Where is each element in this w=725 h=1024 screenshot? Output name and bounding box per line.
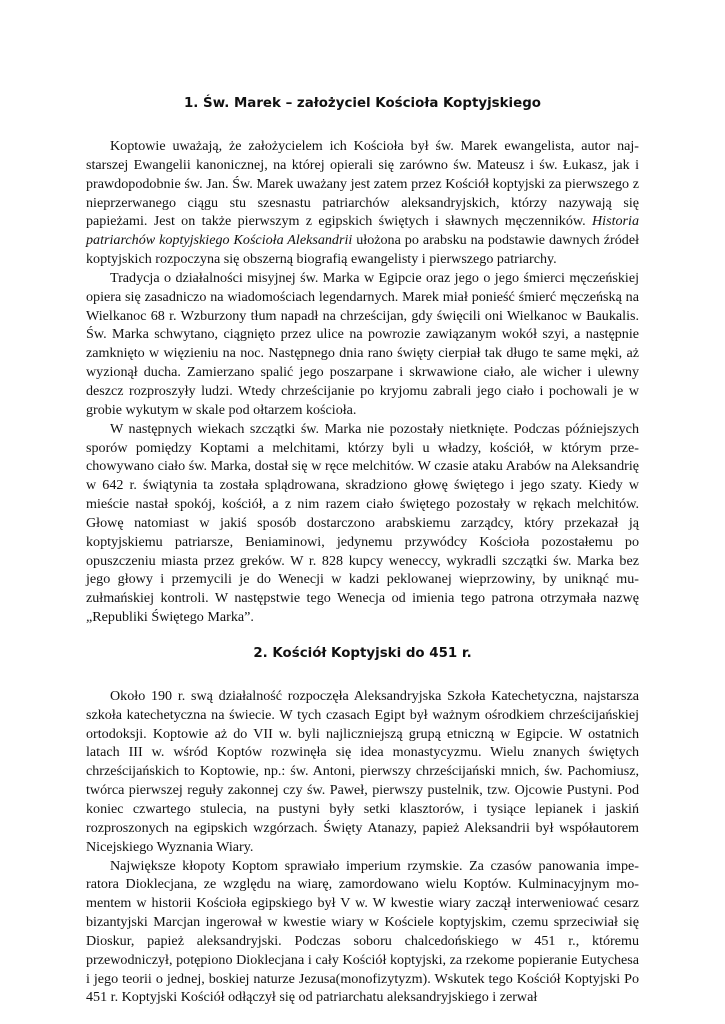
section-2-paragraph-2: Największe kłopoty Koptom sprawiało imperium rzymskie. Za czasów panowania imperatora Dioklecjana, ze względu na wiarę, zamordowano wielu Koptów. Kulminacyjnym momentem w historii Kościoła egipskiego był V w. W kwestie wiary zaczął interweniować cesarz bizantyjski Marcjan ingerował w kwestie wiary w Kościele koptyjskim, czemu sprzeciwiał się Dioskur, papież aleksandryjski. Podczas soboru chalcedońskiego w 451 r., któremu przewodniczył, potępiono Dioklecjana i cały Kościół koptyjski, za rzekome popieranie Eutychesa i jego teorii o jednej, boskiej naturze Jezusa(monofizytyzm). Wskutek tego Kościół Koptyjski Po 451 r. Koptyjski Kościół odłączył się od patriarchatu aleksandryjskiego i zerwał: [86, 857, 639, 1006]
section-1-paragraph-1: [86, 137, 639, 269]
section-1-heading: 1. Św. Marek – założyciel Kościoła Koptyjskiego: [183, 96, 541, 111]
section-1-paragraph-2: Tradycja o działalności misyjnej św. Marka w Egipcie oraz jego o jego śmierci męczeńskiej opiera się zasadniczo na wiadomościach legendarnych. Marek miał ponieść śmierć męczeńską na Wielkanoc 68 r. Wzburzony tłum napadł na chrześcijan, gdy święcili oni Wielkanoc w Baukalis. Św. Marka schwytano, ciągnięto przez ulice na powrozie zawiązanym wokół szyi, a następnie zamknięto w więzieniu na noc. Następnego dnia rano święty cierpiał tak długo te same męki, aż wyzionął ducha. Zamierzano spalić jego poszarpane i skrwawione ciało, ale wicher i ulewny deszcz rozproszyły ludzi. Wtedy chrześcijanie po kryjomu zabrali jego ciało i pochowali je w grobie wykutym w skale pod ołtarzem kościoła.: [86, 269, 639, 418]
section-2-paragraph-1: Około 190 r. swą działalność rozpoczęła Aleksandryjska Szkoła Katechetyczna, najstarsza szkoła katechetyczna na świecie. W tych czasach Egipt był ważnym ośrodkiem chrześcijańskiej ortodoksji. Koptowie aż do VII w. byli najliczniejszą grupą etniczną w Egipcie. W ostatnich latach III w. wśród Koptów rozwinęła się idea monastycyzmu. Wielu znanych świętych chrześcijańskich to Koptowie, np.: św. Antoni, pierwszy chrześcijański mnich, św. Pachomiusz, twórca pierwszej reguły zakonnej czy św. Paweł, pierwszy pustelnik, tzw. Ojcowie Pustyni. Pod koniec czwartego stulecia, na pustyni były setki klasztorów, i tysiące lepianek i jaskiń rozproszonych na egipskich wzgórzach. Święty Atanazy, papież Aleksandrii był współautorem Nicejskiego Wyznania Wiary.: [86, 687, 639, 855]
section-1-paragraph-1-text-start: Koptowie uważają, że założycielem ich Kościoła był św. Marek ewangelista, autor najstarszej Ewangelii kanonicznej, na której opierali się zarówno św. Mateusz i św. Łukasz, jak i prawdopodobnie św. Jan. Św. Marek uważany jest zatem przez Kościół koptyjski za pierwszego z nieprzerwanego ciągu stu szesnastu patriarchów aleksandryjskich, którzy nazywają się papieżami. Jest on także pierwszym z egipskich świętych i sławnych męczenników.: [86, 138, 639, 230]
section-1-paragraph-1-italic-title: Historia patriarchów koptyjskiego Kościoła Aleksandrii: [86, 213, 639, 249]
section-1-paragraph-1-text-end: ułożona po arabsku na podstawie dawnych źródeł koptyjskich rozpoczyna się obszerną biografią ewangelisty i pierwszego patriarchy.: [86, 232, 640, 268]
section-1-paragraph-3: W następnych wiekach szczątki św. Marka nie pozostały nietknięte. Podczas późniejszych sporów pomiędzy Koptami a melchitami, którzy byli u władzy, kościół, w którym przechowywano ciało św. Marka, dostał się w ręce melchitów. W czasie ataku Arabów na Aleksandrię w 642 r. świątynia ta została splądrowana, skradziono głowę świętego i jego szaty. Kiedy w mieście nastał spokój, kościół, a z nim razem ciało świętego pozostały w rękach melchitów. Głowę natomiast w jakiś sposób dostarczono arabskiemu zarządcy, który przekazał ją koptyjskiemu patriarsze, Beniaminowi, jedynemu przywódcy Kościoła pozostałemu po opuszczeniu miasta przez greków. W r. 828 kupcy weneccy, wykradli szczątki św. Marka bez jego głowy i przemycili je do Wenecji w kadzi peklowanej wieprzowiny, by uniknąć muzułmańskiej kontroli. W następstwie tego Wenecja od imienia tego patrona otrzymała nazwę „Republiki Świętego Marka”.: [86, 420, 639, 626]
section-2-heading: 2. Kościół Koptyjski do 451 r.: [253, 645, 472, 661]
